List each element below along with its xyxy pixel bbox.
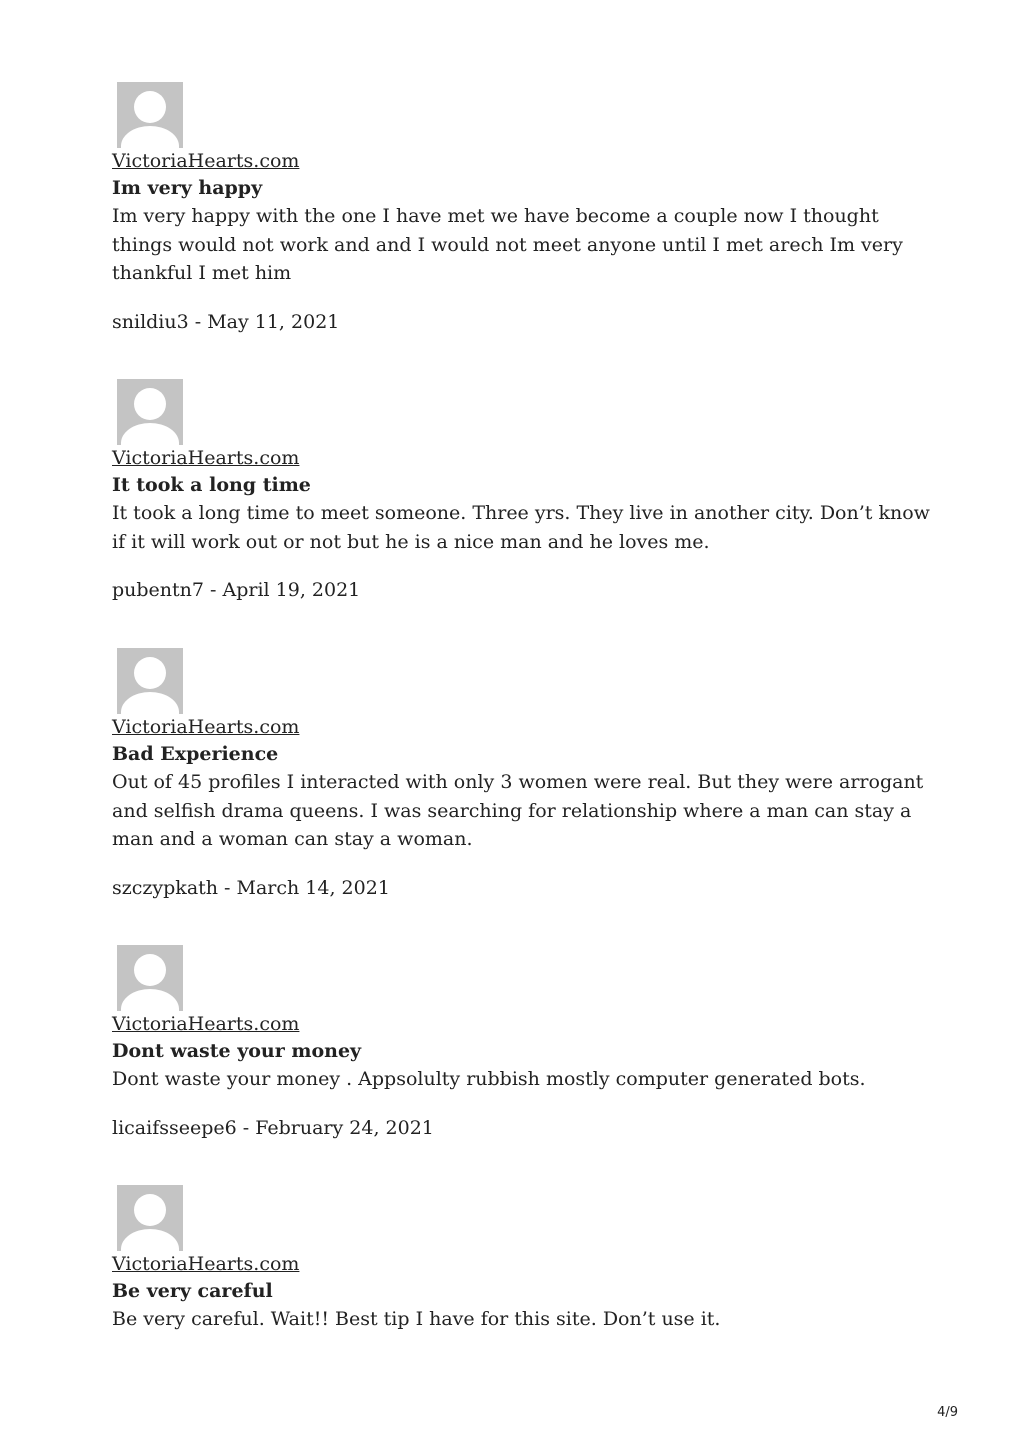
default-avatar-icon: [117, 1185, 183, 1251]
page-number: 4/9: [937, 1405, 958, 1420]
review-text: Be very careful. Wait!! Best tip I have for this site. Don’t use it.: [112, 1308, 721, 1330]
default-avatar-icon: [117, 945, 183, 1011]
review-text: Dont waste your money . Appsolulty rubbish mostly computer generated bots.: [112, 1068, 866, 1090]
default-avatar-icon: [117, 648, 183, 714]
review-site-link[interactable]: VictoriaHearts.com: [112, 1253, 300, 1275]
review-item: [112, 648, 932, 902]
review-site-link[interactable]: VictoriaHearts.com: [112, 447, 300, 469]
default-avatar-icon: [117, 379, 183, 445]
review-text: Out of 45 profiles I interacted with only 3 women were real. But they were arrogant and selfish drama queens. I was searching for relationship where a man can stay a man and a woman can stay a woman.: [112, 771, 924, 850]
review-item: [112, 379, 932, 604]
review-site-link[interactable]: VictoriaHearts.com: [112, 150, 300, 172]
review-title: Bad Experience: [112, 743, 279, 765]
review-item: [112, 1185, 932, 1334]
review-author-date: snildiu3 - May 11, 2021: [112, 310, 340, 333]
review-author-date: pubentn7 - April 19, 2021: [112, 579, 361, 601]
review-site-link[interactable]: VictoriaHearts.com: [112, 716, 300, 738]
review-item: [112, 945, 932, 1142]
review-title: It took a long time: [112, 474, 311, 496]
review-item: [112, 82, 912, 336]
default-avatar-icon: [117, 82, 183, 148]
review-title: Dont waste your money: [112, 1040, 362, 1062]
review-text: Im very happy with the one I have met we have become a couple now I thought things would not work and and I would not meet anyone until I met arech Im very thankful I met him: [112, 205, 903, 284]
review-text: It took a long time to meet someone. Three yrs. They live in another city. Don’t know if it will work out or not but he is a nice man and he loves me.: [112, 502, 930, 553]
review-title: Be very careful: [112, 1280, 273, 1302]
review-title: Im very happy: [112, 177, 263, 199]
review-site-link[interactable]: VictoriaHearts.com: [112, 1013, 300, 1035]
review-author-date: szczypkath - March 14, 2021: [112, 876, 390, 899]
review-author-date: licaifsseepe6 - February 24, 2021: [112, 1116, 434, 1139]
